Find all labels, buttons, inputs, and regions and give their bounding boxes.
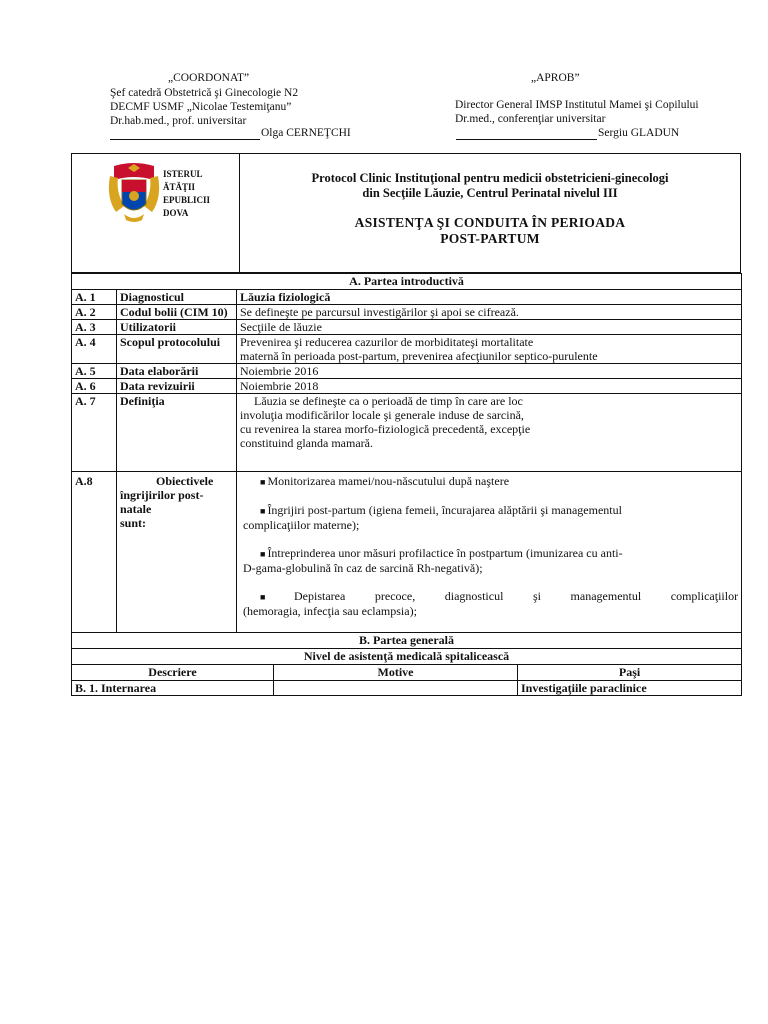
list-item: ■ Întreprinderea unor măsuri profilactice în postpartum (imunizarea cu anti- (260, 546, 623, 560)
b1-motive (274, 681, 518, 696)
coord-title: „COORDONAT” (168, 72, 250, 84)
ministry-line-3: EPUBLICII (163, 195, 211, 205)
row-code: A. 5 (72, 364, 117, 379)
title-frame (71, 153, 741, 273)
aprob-line2: Dr.med., conferenţiar universitar (455, 113, 606, 125)
table-row (72, 394, 742, 472)
row-value-line2: maternă în perioada post-partum, prevenirea afecţiunilor septico-purulente (240, 349, 598, 363)
list-item-cont: complicaţiilor materne); (243, 518, 360, 532)
row-value: Noiembrie 2018 (237, 379, 742, 394)
columns-header-row (72, 665, 742, 681)
coord-line2: DECMF USMF „Nicolae Testemiţanu” (110, 101, 292, 113)
aprob-line1: Director General IMSP Institutul Mamei şi Copilului (455, 99, 699, 111)
table-row (72, 379, 742, 394)
b1-descriere: B. 1. Internarea (72, 681, 274, 696)
coord-signer: Olga CERNEŢCHI (261, 127, 351, 139)
row-value: Se defineşte pe parcursul investigărilor şi apoi se cifrează. (237, 305, 742, 320)
protocol-heading-line2: POST-PARTUM (440, 231, 540, 246)
row-value: Secţiile de lăuzie (237, 320, 742, 335)
table-row (72, 290, 742, 305)
list-item: ■ Îngrijiri post-partum (igiena femeii, încurajarea alăptării şi managementul (260, 503, 622, 517)
row-code: A. 6 (72, 379, 117, 394)
b1-pasi: Investigaţiile paraclinice (518, 681, 742, 696)
aprob-signature (456, 126, 679, 140)
objectives-label-line3: sunt: (120, 516, 147, 530)
protocol-table (71, 273, 742, 696)
section-b-subtitle-row (72, 649, 742, 665)
row-label: Diagnosticul (117, 290, 237, 305)
protocol-heading (240, 215, 740, 247)
row-label: Scopul protocolului (117, 335, 237, 364)
objectives-label-line1: Obiectivele (156, 474, 214, 488)
list-item: ■ Monitorizarea mamei/nou-născutului după naştere (260, 474, 510, 488)
protocol-title-line1: Protocol Clinic Instituţional pentru medicii obstetricieni-ginecologi (311, 171, 669, 185)
coord-signature (110, 126, 351, 140)
ministry-line-2: ĂTĂŢII (163, 182, 196, 192)
table-row (72, 320, 742, 335)
protocol-title (240, 171, 740, 201)
objectives-label-line2: îngrijirilor post-natale (120, 488, 204, 516)
row-label: Codul bolii (CIM 10) (117, 305, 237, 320)
section-b-subtitle: Nivel de asistenţă medicală spitalicească (72, 649, 742, 665)
protocol-heading-line1: ASISTENŢA ŞI CONDUITA ÎN PERIOADA (354, 215, 626, 230)
column-pasi: Paşi (518, 665, 742, 681)
moldova-coat-of-arms-icon (106, 160, 162, 226)
table-row (72, 305, 742, 320)
definition-line2: involuţia modificărilor locale şi generale induse de sarcină, (240, 408, 524, 422)
table-row (72, 335, 742, 364)
section-b-header-row (72, 633, 742, 649)
protocol-title-line2: din Secţiile Lăuzie, Centrul Perinatal nivelul III (362, 186, 618, 200)
objectives-label (117, 472, 237, 633)
aprob-title: „APROB” (531, 72, 580, 84)
row-label: Utilizatorii (117, 320, 237, 335)
list-item-cont: D-gama-globulină în caz de sarcină Rh-negativă); (243, 561, 483, 575)
section-a-title: A. Partea introductivă (72, 274, 742, 290)
row-code: A. 4 (72, 335, 117, 364)
objectives-list (237, 472, 742, 633)
definition-line1: Lăuzia se defineşte ca o perioadă de timp în care are loc (254, 394, 523, 408)
column-motive: Motive (274, 665, 518, 681)
definition-value (237, 394, 742, 472)
coord-line3: Dr.hab.med., prof. universitar (110, 115, 247, 127)
row-value (237, 335, 742, 364)
row-label: Definiţia (117, 394, 237, 472)
title-cell (240, 154, 740, 272)
column-descriere: Descriere (72, 665, 274, 681)
row-value-line1: Prevenirea şi reducerea cazurilor de morbiditateşi mortalitate (240, 335, 534, 349)
square-bullet-icon: ■ (260, 477, 266, 487)
row-code: A. 1 (72, 290, 117, 305)
table-row (72, 472, 742, 633)
section-b-title: B. Partea generală (72, 633, 742, 649)
section-a-header-row (72, 274, 742, 290)
table-row (72, 681, 742, 696)
square-bullet-icon: ■ (260, 549, 266, 559)
list-item-cont: (hemoragia, infecţia sau eclampsia); (243, 604, 417, 618)
ministry-line-4: DOVA (163, 208, 189, 218)
row-code: A.8 (72, 472, 117, 633)
definition-line3: cu revenirea la starea morfo-fiziologică precedentă, excepţie (240, 422, 531, 436)
aprob-signer: Sergiu GLADUN (598, 127, 680, 139)
ministry-line-1: ISTERUL (163, 169, 203, 179)
row-label: Data elaborării (117, 364, 237, 379)
square-bullet-icon: ■ (260, 592, 293, 602)
row-code: A. 2 (72, 305, 117, 320)
definition-line4: constituind glanda mamară. (240, 436, 373, 450)
table-row (72, 364, 742, 379)
square-bullet-icon: ■ (260, 506, 266, 516)
row-value: Noiembrie 2016 (237, 364, 742, 379)
row-value: Lăuzia fiziologică (237, 290, 742, 305)
ministry-label (163, 168, 210, 220)
row-label: Data revizuirii (117, 379, 237, 394)
list-item: ■ Depistarea precoce, diagnosticul şi managementul complicaţiilor (260, 589, 739, 603)
coord-line1: Şef catedră Obstetrică şi Ginecologie N2 (110, 87, 299, 99)
row-code: A. 7 (72, 394, 117, 472)
row-code: A. 3 (72, 320, 117, 335)
logo-cell (72, 154, 240, 272)
